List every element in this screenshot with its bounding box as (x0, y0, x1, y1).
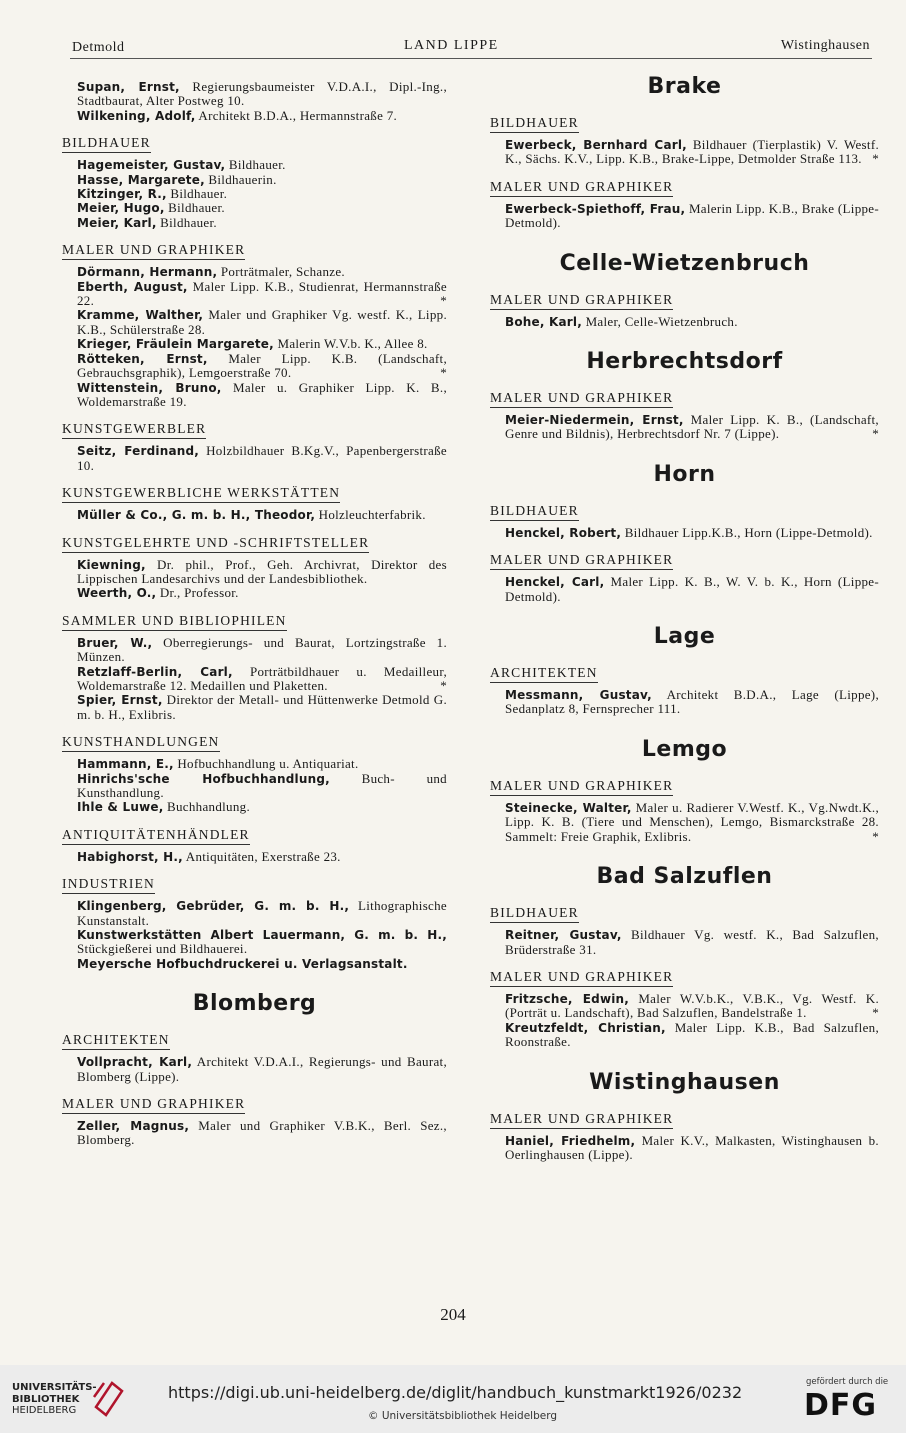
entry-details: Buchhandlung. (167, 799, 250, 815)
entry-name: Reitner, Gustav, (505, 928, 622, 943)
directory-entry (77, 80, 447, 109)
entry-list (62, 444, 447, 473)
library-line-1: UNIVERSITÄTS- (12, 1382, 97, 1393)
section-heading: BILDHAUER (62, 135, 151, 153)
entry-name: Meier-Niedermein, Ernst, (505, 413, 684, 428)
entry-details: Holzbildhauer B.Kg.V., Papenbergerstraße 10. (77, 443, 447, 473)
directory-entry (505, 575, 879, 604)
directory-entry (77, 352, 447, 381)
left-column (62, 70, 447, 1148)
entry-details: Dr. phil., Prof., Geh. Archivrat, Direktor des Lippischen Landesarchivs und der Landesbibliothek. (77, 556, 447, 586)
entry-list (490, 315, 879, 329)
city-heading: Bad Salzuflen (596, 864, 773, 890)
entry-mark: * (440, 677, 447, 693)
directory-entry (505, 1021, 879, 1050)
entry-details: Maler Lipp. K.B., Studienrat, Hermannstraße 22. (77, 278, 447, 309)
section-heading: MALER UND GRAPHIKER (490, 179, 673, 197)
section-heading: MALER UND GRAPHIKER (62, 1096, 245, 1114)
directory-entry (505, 688, 879, 717)
entry-name: Kunstwerkstätten Albert Lauermann, G. m. b. H., (77, 928, 447, 943)
entry-details: Bildhauer. (170, 186, 228, 202)
entry-list (62, 850, 447, 864)
section-heading: ARCHITEKTEN (62, 1032, 170, 1050)
directory-entry (77, 444, 447, 473)
entry-name: Bruer, W., (77, 635, 153, 650)
entry-mark: * (872, 151, 879, 167)
entry-details: Maler u. Radierer V.Westf. K., Vg.Nwdt.K., Lipp. K. B. (Tiere und Menschen), Lemgo, Bismarckstraße 28. Sammelt: Freie Graphik, Exlibris. (505, 799, 879, 844)
directory-entry (505, 413, 879, 442)
entry-details: Porträtmaler, Schanze. (220, 264, 345, 280)
entry-details: Bildhauer Lipp.K.B., Horn (Lippe-Detmold). (624, 524, 873, 540)
entry-name: Haniel, Friedhelm, (505, 1133, 636, 1148)
section-heading: KUNSTHANDLUNGEN (62, 734, 220, 752)
directory-entry (77, 308, 447, 337)
entry-details: Bildhauer. (168, 200, 225, 216)
directory-entry (77, 665, 447, 694)
entry-mark: * (872, 828, 879, 844)
funder-note: gefördert durch die (806, 1377, 889, 1387)
section-heading: KUNSTGEWERBLICHE WERKSTÄTTEN (62, 485, 340, 503)
directory-entry (77, 800, 447, 814)
entry-details: Regierungsbaumeister V.D.A.I., Dipl.-Ing., Stadtbaurat, Alter Postweg 10. (77, 79, 447, 109)
entry-details: Buch- und Kunsthandlung. (77, 770, 447, 800)
directory-entry (77, 757, 447, 771)
entry-details: Porträtbildhauer u. Medailleur, Woldemarstraße 12. Medaillen und Plaketten. (77, 663, 447, 693)
entry-name: Hammann, E., (77, 757, 174, 772)
entry-name: Weerth, O., (77, 586, 157, 601)
entry-list (490, 413, 879, 442)
directory-entry (77, 558, 447, 587)
entry-name: Ewerbeck-Spiethoff, Frau, (505, 201, 686, 216)
entry-details: Malerin Lipp. K.B., Brake (Lippe-Detmold). (505, 200, 879, 231)
entry-name: Vollpracht, Karl, (77, 1055, 193, 1070)
library-logo-icon (92, 1377, 126, 1417)
entry-list (62, 899, 447, 971)
section-heading: MALER UND GRAPHIKER (490, 292, 673, 310)
entry-list (62, 80, 447, 123)
directory-entry (77, 187, 447, 201)
entry-name: Meier, Hugo, (77, 201, 165, 216)
entry-mark: * (872, 1005, 879, 1021)
section-heading: ARCHITEKTEN (490, 665, 598, 683)
city-heading: Celle-Wietzenbruch (559, 250, 810, 276)
entry-details: Dr., Professor. (159, 585, 239, 601)
section-heading: MALER UND GRAPHIKER (490, 969, 673, 987)
entry-list (62, 1119, 447, 1148)
directory-entry (77, 636, 447, 665)
entry-details: Malerin W.V.b. K., Allee 8. (277, 336, 428, 352)
entry-details: Maler Lipp. K.B., Bad Salzuflen, Roonstraße. (505, 1019, 879, 1050)
entry-details: Holzleuchterfabrik. (318, 507, 426, 523)
entry-list (62, 1055, 447, 1084)
section-heading: KUNSTGEWERBLER (62, 421, 206, 439)
page-number: 204 (440, 1305, 466, 1324)
directory-entry (505, 138, 879, 167)
directory-entry (77, 957, 447, 971)
entry-list (490, 202, 879, 231)
section-heading: MALER UND GRAPHIKER (490, 390, 673, 408)
entry-details: Hofbuchhandlung u. Antiquariat. (177, 756, 359, 772)
entry-list (490, 992, 879, 1050)
entry-name: Klingenberg, Gebrüder, G. m. b. H., (77, 899, 350, 914)
entry-name: Henckel, Carl, (505, 575, 605, 590)
entry-details: Oberregierungs- und Baurat, Lortzingstraße 1. Münzen. (77, 634, 447, 665)
entry-name: Bohe, Karl, (505, 314, 582, 329)
directory-entry (505, 928, 879, 957)
section-heading: BILDHAUER (490, 503, 579, 521)
library-name (12, 1382, 97, 1417)
entry-details: Lithographische Kunstanstalt. (77, 898, 447, 928)
entry-list (62, 558, 447, 601)
entry-details: Antiquitäten, Exerstraße 23. (185, 848, 341, 864)
directory-entry (77, 280, 447, 309)
section-heading: KUNSTGELEHRTE UND -SCHRIFTSTELLER (62, 535, 369, 553)
section-heading: MALER UND GRAPHIKER (490, 778, 673, 796)
entry-name: Meier, Karl, (77, 215, 157, 230)
entry-details: Maler W.V.b.K., V.B.K., Vg. Westf. K. (Porträt u. Landschaft), Bad Salzuflen, Bandelstraße 1. (505, 990, 879, 1021)
entry-name: Henckel, Robert, (505, 525, 622, 540)
directory-entry (77, 850, 447, 864)
entry-list (490, 801, 879, 844)
entry-name: Meyersche Hofbuchdruckerei u. Verlagsanstalt. (77, 956, 408, 971)
section-heading: BILDHAUER (490, 905, 579, 923)
directory-entry (77, 899, 447, 928)
entry-details: Maler und Graphiker V.B.K., Berl. Sez., Blomberg. (77, 1118, 447, 1148)
entry-list (490, 1134, 879, 1163)
city-heading: Herbrechtsdorf (586, 349, 783, 375)
entry-name: Steinecke, Walter, (505, 800, 632, 815)
entry-name: Messmann, Gustav, (505, 688, 652, 703)
entry-name: Kreutzfeldt, Christian, (505, 1020, 666, 1035)
header-right: Wistinghausen (780, 38, 870, 53)
right-column (490, 70, 879, 1162)
section-heading: BILDHAUER (490, 115, 579, 133)
entry-name: Ihle & Luwe, (77, 800, 164, 815)
entry-name: Dörmann, Hermann, (77, 265, 218, 280)
entry-details: Bildhauer. (160, 214, 217, 230)
entry-details: Architekt B.D.A., Lage (Lippe), Sedanplatz 8, Fernsprecher 111. (505, 687, 879, 717)
entry-name: Hagemeister, Gustav, (77, 158, 226, 173)
entry-list (62, 636, 447, 722)
city-heading: Brake (647, 74, 722, 99)
directory-entry (505, 202, 879, 231)
entry-mark: * (872, 426, 879, 442)
directory-entry (505, 1134, 879, 1163)
entry-name: Krieger, Fräulein Margarete, (77, 337, 274, 352)
entry-name: Zeller, Magnus, (77, 1119, 190, 1134)
directory-entry (77, 201, 447, 215)
entry-list (490, 526, 879, 540)
entry-details: Direktor der Metall- und Hüttenwerke Detmold G. m. b. H., Exlibris. (77, 692, 447, 722)
directory-entry (505, 526, 879, 540)
section-heading: MALER UND GRAPHIKER (62, 242, 245, 260)
directory-entry (77, 173, 447, 187)
permalink-url[interactable]: https://digi.ub.uni-heidelberg.de/diglit/handbuch_kunstmarkt1926/0232 (168, 1383, 743, 1402)
entry-list (490, 575, 879, 604)
entry-list (490, 928, 879, 957)
directory-entry (77, 381, 447, 410)
entry-list (62, 757, 447, 815)
entry-name: Fritzsche, Edwin, (505, 991, 630, 1006)
directory-entry (77, 1119, 447, 1148)
entry-name: Wittenstein, Bruno, (77, 380, 222, 395)
dfg-logo: DFG (804, 1388, 878, 1423)
viewer-footer (0, 1365, 906, 1433)
entry-name: Habighorst, H., (77, 849, 183, 864)
directory-entry (77, 508, 447, 522)
entry-name: Müller & Co., G. m. b. H., Theodor, (77, 508, 316, 523)
entry-details: Stückgießerei und Bildhauerei. (77, 941, 248, 957)
city-heading: Blomberg (192, 991, 317, 1017)
entry-mark: * (440, 365, 447, 381)
entry-list (490, 138, 879, 167)
library-line-2: BIBLIOTHEK (12, 1393, 80, 1405)
city-heading: Horn (653, 461, 716, 487)
directory-entry (77, 586, 447, 600)
entry-name: Retzlaff-Berlin, Carl, (77, 664, 233, 679)
entry-name: Seitz, Ferdinand, (77, 444, 200, 459)
directory-entry (77, 337, 447, 351)
entry-details: Architekt B.D.A., Hermannstraße 7. (198, 107, 398, 123)
entry-details: Maler u. Graphiker Lipp. K. B., Woldemarstraße 19. (77, 379, 447, 409)
directory-entry (77, 158, 447, 172)
entry-details: Maler Lipp. K. B., (Landschaft, Genre und Bildnis), Herbrechtsdorf Nr. 7 (Lippe). (505, 412, 879, 442)
section-heading: SAMMLER UND BIBLIOPHILEN (62, 613, 287, 631)
entry-details: Architekt V.D.A.I., Regierungs- und Baurat, Blomberg (Lippe). (77, 1054, 447, 1084)
entry-name: Kiewning, (77, 557, 146, 572)
section-heading: MALER UND GRAPHIKER (490, 1111, 673, 1129)
directory-entry (505, 992, 879, 1021)
entry-name: Wilkening, Adolf, (77, 108, 196, 123)
entry-details: Maler Lipp. K.B. (Landschaft, Gebrauchsgraphik), Lemgoerstraße 70. (77, 350, 447, 381)
entry-name: Ewerbeck, Bernhard Carl, (505, 138, 687, 152)
entry-list (490, 688, 879, 717)
directory-entry (77, 928, 447, 957)
entry-details: Maler Lipp. K. B., W. V. b. K., Horn (Lippe-Detmold). (505, 574, 880, 604)
entry-details: Maler, Celle-Wietzenbruch. (585, 313, 738, 329)
entry-details: Maler und Graphiker Vg. westf. K., Lipp. K.B., Schülerstraße 28. (77, 307, 447, 337)
directory-entry (77, 693, 447, 722)
section-heading: MALER UND GRAPHIKER (490, 552, 673, 570)
running-header (70, 38, 872, 59)
entry-mark: * (440, 293, 447, 309)
entry-details: Bildhauerin. (208, 171, 277, 187)
entry-list (62, 508, 447, 522)
entry-details: Bildhauer. (228, 157, 286, 173)
entry-details: Bildhauer Vg. westf. K., Bad Salzuflen, Brüderstraße 31. (505, 927, 879, 957)
entry-details: Maler K.V., Malkasten, Wistinghausen b. Oerlinghausen (Lippe). (505, 1132, 879, 1162)
directory-entry (505, 315, 879, 329)
entry-details: Bildhauer (Tierplastik) V. Westf. K., Sächs. K.V., Lipp. K.B., Brake-Lippe, Detmolder Straße 113. (505, 137, 879, 167)
entry-name: Hasse, Margarete, (77, 172, 205, 187)
header-left: Detmold (72, 40, 125, 55)
section-heading: ANTIQUITÄTENHÄNDLER (62, 827, 250, 845)
header-center: LAND LIPPE (404, 38, 499, 53)
library-line-3: HEIDELBERG (12, 1405, 77, 1416)
directory-entry (77, 216, 447, 230)
directory-entry (77, 772, 447, 801)
entry-name: Kitzinger, R., (77, 187, 167, 202)
entry-name: Rötteken, Ernst, (77, 351, 208, 366)
city-heading: Lemgo (641, 736, 728, 762)
entry-list (62, 158, 447, 230)
directory-entry (505, 801, 879, 844)
entry-name: Hinrichs'sche Hofbuchhandlung, (77, 771, 330, 786)
section-heading: INDUSTRIEN (62, 876, 155, 894)
entry-name: Spier, Ernst, (77, 693, 163, 708)
directory-entry (77, 1055, 447, 1084)
entry-list (62, 265, 447, 409)
entry-name: Kramme, Walther, (77, 308, 204, 323)
directory-entry (77, 265, 447, 279)
copyright-notice: © Universitätsbibliothek Heidelberg (368, 1410, 558, 1422)
entry-name: Supan, Ernst, (77, 80, 180, 94)
directory-entry (77, 109, 447, 123)
city-heading: Wistinghausen (589, 1069, 780, 1095)
entry-name: Eberth, August, (77, 279, 188, 294)
city-heading: Lage (653, 624, 716, 650)
